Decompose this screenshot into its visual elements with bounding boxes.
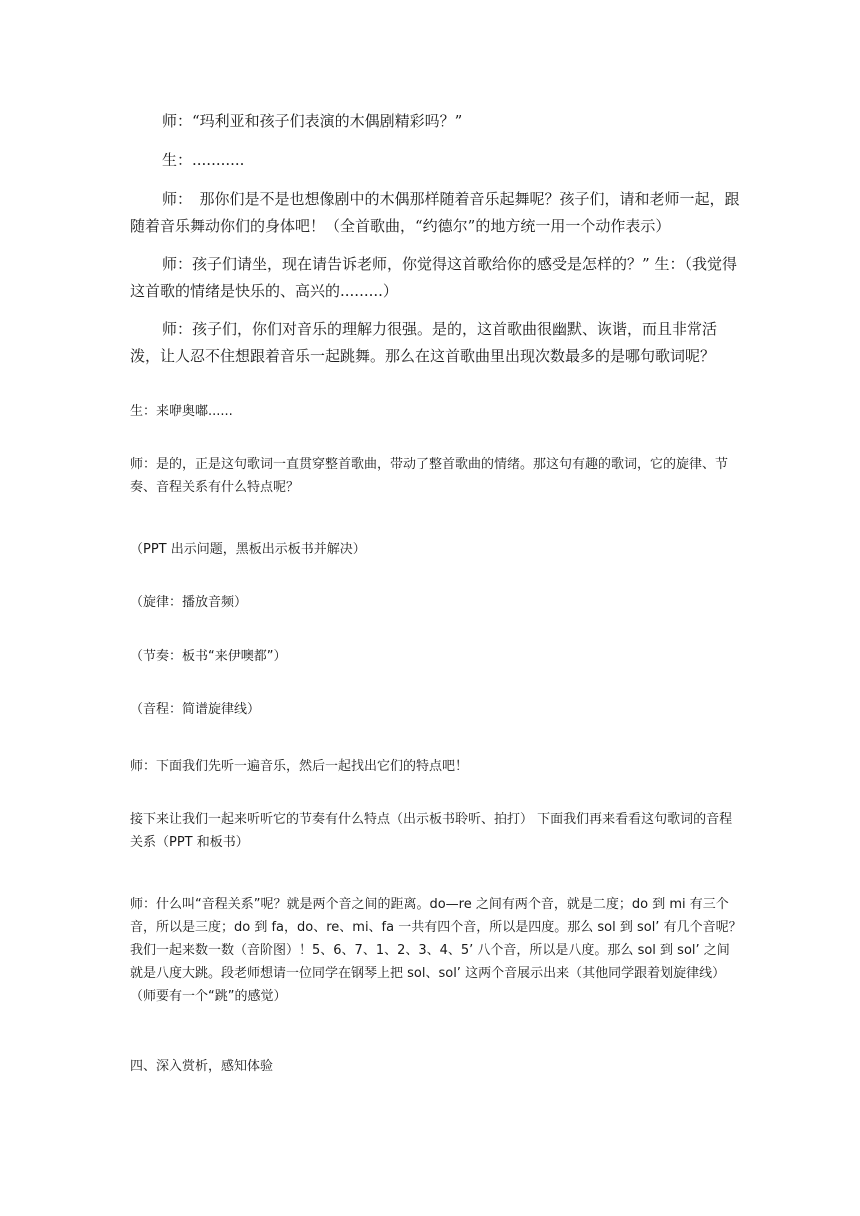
paragraph-interval-explanation: 师：什么叫“音程关系”呢？就是两个音之间的距离。do—re 之间有两个音，就是二度；do 到 mi 有三个音，所以是三度；do 到 fa，do、re、mi、fa 一共有四个音，所以是四度。那么 sol 到 sol’ 有几个音呢？我们一起来数一数（音阶图）！5、6、7、1、2、3、4、5’ 八个音，所以是八度。那么 sol 到 sol’ 之间就是八度大跳。段老师想请一位同学在钢琴上把 sol、sol’ 这两个音展示出来（其他同学跟着划旋律线） （师要有一个“跳”的感觉）: [130, 897, 742, 1004]
paragraph-teacher-feeling: 师：孩子们请坐，现在请告诉老师，你觉得这首歌给你的感受是怎样的？” 生：（我觉得这首歌的情绪是快乐的、高兴的.........）: [130, 255, 737, 300]
paragraph-melody-note: （旋律：播放音频）: [130, 595, 248, 610]
paragraph-rhythm-note: （节奏：板书“来伊噢都”）: [130, 649, 287, 664]
paragraph-ppt-note: （PPT 出示问题，黑板出示板书并解决）: [130, 542, 366, 557]
paragraph-student-reply: 生：...........: [162, 151, 245, 169]
paragraph-rhythm-interval: 接下来让我们一起来听听它的节奏有什么特点（出示板书聆听、拍打） 下面我们再来看看这句歌词的音程关系（PPT 和板书）: [130, 812, 733, 850]
paragraph-teacher-dance: 师： 那你们是不是也想像剧中的木偶那样随着音乐起舞呢？孩子们，请和老师一起，跟随着音乐舞动你们的身体吧！（全首歌曲，“约德尔”的地方统一用一个动作表示）: [130, 190, 740, 235]
paragraph-interval-note: （音程：简谱旋律线）: [130, 702, 261, 717]
paragraph-teacher-question: 师：“玛利亚和孩子们表演的木偶剧精彩吗？”: [162, 112, 463, 130]
paragraph-listen: 师：下面我们先听一遍音乐，然后一起找出它们的特点吧！: [130, 759, 469, 774]
paragraph-student-lyrics: 生：来咿奥嘟......: [130, 404, 233, 419]
paragraph-teacher-lyrics: 师：孩子们，你们对音乐的理解力很强。是的，这首歌曲很幽默、诙谐，而且非常活泼，让人忍不住想跟着音乐一起跳舞。那么在这首歌曲里出现次数最多的是哪句歌词呢？: [130, 320, 718, 365]
section-heading: 四、深入赏析，感知体验: [130, 1059, 274, 1074]
paragraph-teacher-features: 师：是的，正是这句歌词一直贯穿整首歌曲，带动了整首歌曲的情绪。那这句有趣的歌词，它的旋律、节奏、音程关系有什么特点呢？: [130, 457, 729, 495]
